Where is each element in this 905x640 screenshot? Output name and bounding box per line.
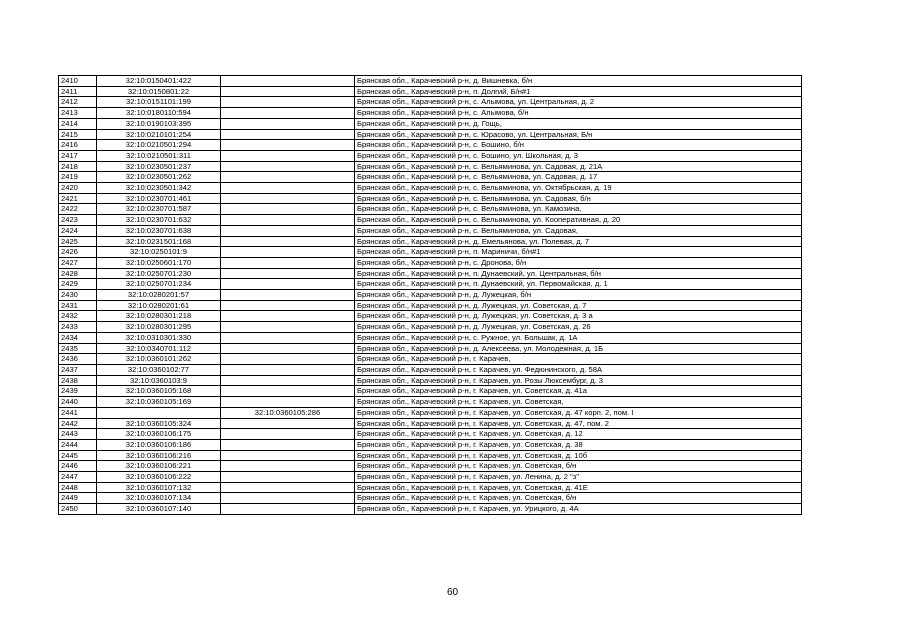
address: Брянская обл., Карачевский р-н, с. Вельяминова, ул. Камозина,: [355, 204, 802, 215]
table-row: [59, 504, 802, 515]
cadastral-number: 32:10:0360106:186: [97, 439, 221, 450]
row-number: 2447: [59, 472, 97, 483]
cadastral-number-alt: [221, 118, 355, 129]
cadastral-number: 32:10:0360105:324: [97, 418, 221, 429]
address: Брянская обл., Карачевский р-н, д. Лужецкая, ул. Советская, д. 3 а: [355, 311, 802, 322]
cadastral-number-alt: [221, 300, 355, 311]
table-row: [59, 193, 802, 204]
address: Брянская обл., Карачевский р-н, с. Вельяминова, ул. Октябрьская, д. 19: [355, 183, 802, 194]
table-row: [59, 354, 802, 365]
page-number: 60: [446, 587, 459, 598]
table-row: [59, 140, 802, 151]
cadastral-number-alt: [221, 140, 355, 151]
row-number: 2417: [59, 150, 97, 161]
address: Брянская обл., Карачевский р-н, г. Карачев, ул. Советская, д. 47 корп. 2, пом. I: [355, 407, 802, 418]
row-number: 2434: [59, 332, 97, 343]
table-row: [59, 215, 802, 226]
table-row: [59, 129, 802, 140]
table-row: [59, 429, 802, 440]
cadastral-number-alt: [221, 482, 355, 493]
address: Брянская обл., Карачевский р-н, п. Дунаевский, ул. Центральная, б/н: [355, 268, 802, 279]
table-row: [59, 172, 802, 183]
address: Брянская обл., Карачевский р-н, с. Бошино, ул. Школьная, д. 3: [355, 150, 802, 161]
cadastral-number-alt: [221, 150, 355, 161]
table-row: [59, 493, 802, 504]
row-number: 2435: [59, 343, 97, 354]
cadastral-number: 32:10:0231501:168: [97, 236, 221, 247]
row-number: 2445: [59, 450, 97, 461]
cadastral-number: 32:10:0250101:9: [97, 247, 221, 258]
row-number: 2428: [59, 268, 97, 279]
table-row: [59, 375, 802, 386]
row-number: 2439: [59, 386, 97, 397]
cadastral-number-alt: [221, 429, 355, 440]
cadastral-number-alt: [221, 172, 355, 183]
address: Брянская обл., Карачевский р-н, д. Вишневка, б/н: [355, 76, 802, 87]
row-number: 2416: [59, 140, 97, 151]
table-row: [59, 332, 802, 343]
table-row: [59, 257, 802, 268]
table-row: [59, 472, 802, 483]
row-number: 2425: [59, 236, 97, 247]
row-number: 2420: [59, 183, 97, 194]
address: Брянская обл., Карачевский р-н, д. Лужецкая, б/н: [355, 290, 802, 301]
row-number: 2438: [59, 375, 97, 386]
row-number: 2427: [59, 257, 97, 268]
cadastral-number: 32:10:0280201:57: [97, 290, 221, 301]
cadastral-number-alt: [221, 450, 355, 461]
cadastral-number: 32:10:0230501:342: [97, 183, 221, 194]
row-number: 2444: [59, 439, 97, 450]
table-row: [59, 322, 802, 333]
address: Брянская обл., Карачевский р-н, г. Карачев, ул. Советская, б/н: [355, 461, 802, 472]
cadastral-number: 32:10:0250701:234: [97, 279, 221, 290]
address: Брянская обл., Карачевский р-н, п. Долгий, Б/н#1: [355, 86, 802, 97]
cadastral-number: [97, 407, 221, 418]
table-row: [59, 482, 802, 493]
table-row: [59, 150, 802, 161]
table-row: [59, 161, 802, 172]
row-number: 2437: [59, 364, 97, 375]
cadastral-number: 32:10:0360102:77: [97, 364, 221, 375]
cadastral-number-alt: [221, 504, 355, 515]
cadastral-number: 32:10:0360106:216: [97, 450, 221, 461]
row-number: 2449: [59, 493, 97, 504]
address: Брянская обл., Карачевский р-н, с. Алымова, ул. Центральная, д. 2: [355, 97, 802, 108]
cadastral-number: 32:10:0360107:140: [97, 504, 221, 515]
table-row: [59, 364, 802, 375]
row-number: 2430: [59, 290, 97, 301]
cadastral-number: 32:10:0360107:132: [97, 482, 221, 493]
table-row: [59, 386, 802, 397]
table-row: [59, 183, 802, 194]
row-number: 2442: [59, 418, 97, 429]
cadastral-number-alt: [221, 268, 355, 279]
row-number: 2413: [59, 108, 97, 119]
row-number: 2424: [59, 225, 97, 236]
row-number: 2410: [59, 76, 97, 87]
cadastral-number-alt: [221, 236, 355, 247]
table-row: [59, 247, 802, 258]
cadastral-number: 32:10:0180110:594: [97, 108, 221, 119]
table-row: [59, 461, 802, 472]
cadastral-number-alt: [221, 311, 355, 322]
cadastral-number-alt: [221, 108, 355, 119]
cadastral-number: 32:10:0360105:169: [97, 397, 221, 408]
cadastral-number: 32:10:0190103:395: [97, 118, 221, 129]
address: Брянская обл., Карачевский р-н, с. Вельяминова, ул. Кооперативная, д. 20: [355, 215, 802, 226]
cadastral-number: 32:10:0360101:262: [97, 354, 221, 365]
table-row: [59, 300, 802, 311]
row-number: 2411: [59, 86, 97, 97]
table-row: [59, 86, 802, 97]
table-row: [59, 225, 802, 236]
table-row: [59, 97, 802, 108]
address: Брянская обл., Карачевский р-н, с. Вельяминова, ул. Садовая, д. 17: [355, 172, 802, 183]
table-row: [59, 439, 802, 450]
address: Брянская обл., Карачевский р-н, г. Карачев, ул. Советская, д. 12: [355, 429, 802, 440]
cadastral-number: 32:10:0250701:230: [97, 268, 221, 279]
address: Брянская обл., Карачевский р-н, д. Лужецкая, ул. Советская, д. 26: [355, 322, 802, 333]
address: Брянская обл., Карачевский р-н, с. Вельяминова, ул. Садовая, д. 21А: [355, 161, 802, 172]
table-row: [59, 343, 802, 354]
table-row: [59, 290, 802, 301]
table-row: [59, 268, 802, 279]
address: Брянская обл., Карачевский р-н, с. Алымова, б/н: [355, 108, 802, 119]
address: Брянская обл., Карачевский р-н, г. Карачев, ул. Советская, б/н: [355, 493, 802, 504]
table-row: [59, 450, 802, 461]
address: Брянская обл., Карачевский р-н, д. Емельянова, ул. Полевая, д. 7: [355, 236, 802, 247]
cadastral-number: 32:10:0210501:294: [97, 140, 221, 151]
address: Брянская обл., Карачевский р-н, п. Мариничи, б/н#1: [355, 247, 802, 258]
cadastral-number: 32:10:0280201:61: [97, 300, 221, 311]
row-number: 2423: [59, 215, 97, 226]
cadastral-number-alt: [221, 97, 355, 108]
row-number: 2419: [59, 172, 97, 183]
row-number: 2440: [59, 397, 97, 408]
cadastral-number: 32:10:0360106:175: [97, 429, 221, 440]
cadastral-number-alt: [221, 439, 355, 450]
property-register-table: [58, 75, 802, 515]
cadastral-number-alt: [221, 204, 355, 215]
cadastral-number-alt: [221, 161, 355, 172]
table-row: [59, 311, 802, 322]
row-number: 2421: [59, 193, 97, 204]
cadastral-number: 32:10:0250601:170: [97, 257, 221, 268]
row-number: 2443: [59, 429, 97, 440]
address: Брянская обл., Карачевский р-н, г. Карачев,: [355, 354, 802, 365]
row-number: 2446: [59, 461, 97, 472]
cadastral-number-alt: [221, 215, 355, 226]
table-row: [59, 279, 802, 290]
register-body: [59, 76, 802, 515]
table-row: [59, 204, 802, 215]
row-number: 2426: [59, 247, 97, 258]
cadastral-number-alt: [221, 257, 355, 268]
row-number: 2448: [59, 482, 97, 493]
address: Брянская обл., Карачевский р-н, г. Карачев, ул. Советская, д. 38: [355, 439, 802, 450]
cadastral-number: 32:10:0360107:134: [97, 493, 221, 504]
cadastral-number: 32:10:0230501:237: [97, 161, 221, 172]
cadastral-number-alt: [221, 76, 355, 87]
address: Брянская обл., Карачевский р-н, д. Лужецкая, ул. Советская, д. 7: [355, 300, 802, 311]
cadastral-number: 32:10:0280301:295: [97, 322, 221, 333]
address: Брянская обл., Карачевский р-н, г. Карачев, ул. Розы Люксембург, д. 3: [355, 375, 802, 386]
cadastral-number-alt: [221, 225, 355, 236]
cadastral-number: 32:10:0230501:262: [97, 172, 221, 183]
cadastral-number: 32:10:0310301:330: [97, 332, 221, 343]
table-row: [59, 108, 802, 119]
row-number: 2433: [59, 322, 97, 333]
address: Брянская обл., Карачевский р-н, с. Бошино, б/н: [355, 140, 802, 151]
cadastral-number: 32:10:0360105:168: [97, 386, 221, 397]
address: Брянская обл., Карачевский р-н, г. Карачев, ул. Ленина, д. 2 "з": [355, 472, 802, 483]
address: Брянская обл., Карачевский р-н, г. Карачев, ул. Советская, д. 10б: [355, 450, 802, 461]
table-row: [59, 236, 802, 247]
address: Брянская обл., Карачевский р-н, г. Карачев, ул. Советская, д. 47, пом. 2: [355, 418, 802, 429]
table-row: [59, 118, 802, 129]
cadastral-number: 32:10:0210501:311: [97, 150, 221, 161]
cadastral-number-alt: [221, 418, 355, 429]
cadastral-number-alt: [221, 86, 355, 97]
address: Брянская обл., Карачевский р-н, г. Карачев, ул. Советская, д. 41Е: [355, 482, 802, 493]
cadastral-number: 32:10:0230701:461: [97, 193, 221, 204]
cadastral-number: 32:10:0151101:199: [97, 97, 221, 108]
cadastral-number: 32:10:0230701:632: [97, 215, 221, 226]
address: Брянская обл., Карачевский р-н, г. Карачев, ул. Советская, д. 41а: [355, 386, 802, 397]
table-row: [59, 418, 802, 429]
row-number: 2441: [59, 407, 97, 418]
cadastral-number: 32:10:0360106:221: [97, 461, 221, 472]
cadastral-number: 32:10:0360106:222: [97, 472, 221, 483]
cadastral-number-alt: [221, 129, 355, 140]
cadastral-number-alt: [221, 461, 355, 472]
cadastral-number: 32:10:0150801:22: [97, 86, 221, 97]
cadastral-number: 32:10:0230701:638: [97, 225, 221, 236]
cadastral-number-alt: [221, 183, 355, 194]
cadastral-number-alt: [221, 354, 355, 365]
row-number: 2414: [59, 118, 97, 129]
address: Брянская обл., Карачевский р-н, д. Алексеева, ул. Молодежная, д. 1Б: [355, 343, 802, 354]
cadastral-number-alt: [221, 364, 355, 375]
row-number: 2412: [59, 97, 97, 108]
address: Брянская обл., Карачевский р-н, д. Гощь,: [355, 118, 802, 129]
address: Брянская обл., Карачевский р-н, г. Карачев, ул. Советская,: [355, 397, 802, 408]
row-number: 2418: [59, 161, 97, 172]
cadastral-number: 32:10:0340701:112: [97, 343, 221, 354]
cadastral-number-alt: [221, 343, 355, 354]
cadastral-number-alt: [221, 386, 355, 397]
address: Брянская обл., Карачевский р-н, с. Дронова, б/н: [355, 257, 802, 268]
cadastral-number-alt: [221, 397, 355, 408]
address: Брянская обл., Карачевский р-н, с. Ружное, ул. Большак, д. 1А: [355, 332, 802, 343]
cadastral-number-alt: [221, 193, 355, 204]
row-number: 2429: [59, 279, 97, 290]
cadastral-number-alt: [221, 375, 355, 386]
row-number: 2415: [59, 129, 97, 140]
address: Брянская обл., Карачевский р-н, с. Юрасово, ул. Центральная, Б/н: [355, 129, 802, 140]
cadastral-number: 32:10:0210101:254: [97, 129, 221, 140]
cadastral-number-alt: 32:10:0360105:286: [221, 407, 355, 418]
row-number: 2450: [59, 504, 97, 515]
cadastral-number: 32:10:0230701:587: [97, 204, 221, 215]
cadastral-number-alt: [221, 493, 355, 504]
table-row: [59, 397, 802, 408]
cadastral-number-alt: [221, 247, 355, 258]
address: Брянская обл., Карачевский р-н, г. Карачев, ул. Урицкого, д. 4А: [355, 504, 802, 515]
row-number: 2432: [59, 311, 97, 322]
row-number: 2436: [59, 354, 97, 365]
cadastral-number-alt: [221, 279, 355, 290]
address: Брянская обл., Карачевский р-н, г. Карачев, ул. Федюнинского, д. 58А: [355, 364, 802, 375]
cadastral-number: 32:10:0280301:218: [97, 311, 221, 322]
table-row: [59, 76, 802, 87]
row-number: 2431: [59, 300, 97, 311]
address: Брянская обл., Карачевский р-н, с. Вельяминова, ул. Садовая,: [355, 225, 802, 236]
cadastral-number-alt: [221, 322, 355, 333]
cadastral-number: 32:10:0360103:9: [97, 375, 221, 386]
cadastral-number-alt: [221, 332, 355, 343]
cadastral-number: 32:10:0150401:422: [97, 76, 221, 87]
address: Брянская обл., Карачевский р-н, п. Дунаевский, ул. Первомайская, д. 1: [355, 279, 802, 290]
cadastral-number-alt: [221, 290, 355, 301]
address: Брянская обл., Карачевский р-н, с. Вельяминова, ул. Садовая, б/н: [355, 193, 802, 204]
cadastral-number-alt: [221, 472, 355, 483]
table-row: [59, 407, 802, 418]
row-number: 2422: [59, 204, 97, 215]
